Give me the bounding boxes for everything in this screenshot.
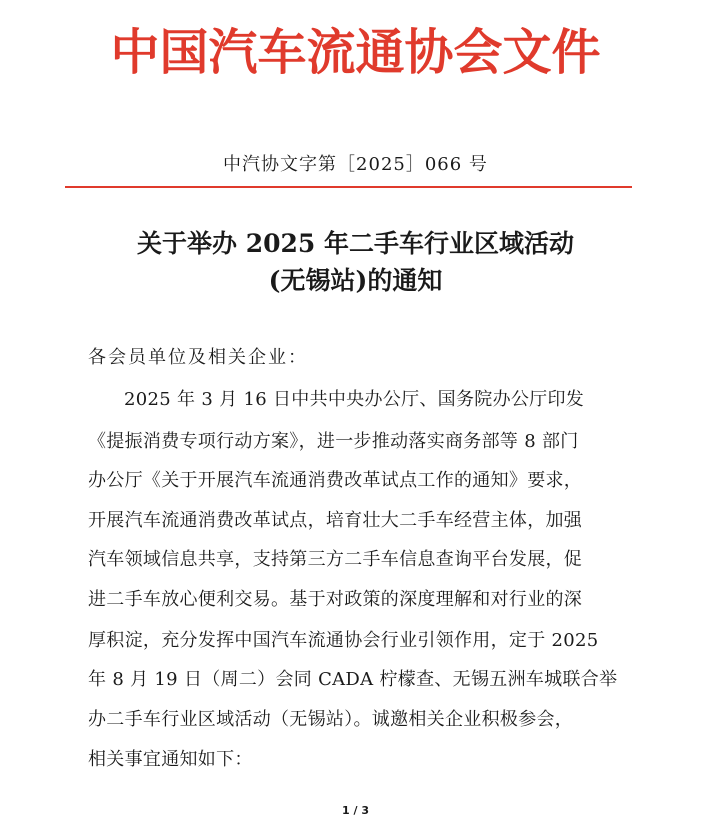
body-line: 相关事宜通知如下： <box>88 749 253 770</box>
body-line: 开展汽车流通消费改革试点，培育壮大二手车经营主体，加强 <box>88 510 583 531</box>
body-line: 2025 年 3 月 16 日中共中央办公厅、国务院办公厅印发 <box>124 389 585 410</box>
page-number: 1 / 3 <box>342 804 369 817</box>
document-title-line-2: (无锡站)的通知 <box>268 266 443 295</box>
body-line: 《提振消费专项行动方案》，进一步推动落实商务部等 8 部门 <box>88 431 579 452</box>
body-line: 厚积淀，充分发挥中国汽车流通协会行业引领作用，定于 2025 <box>88 630 599 651</box>
body-line: 办二手车行业区域活动（无锡站）。诚邀相关企业积极参会， <box>88 709 574 730</box>
red-divider <box>65 186 632 188</box>
document-title-line-1: 关于举办 2025 年二手车行业区域活动 <box>137 229 574 258</box>
body-line: 年 8 月 19 日（周二）会同 CADA 柠檬查、无锡五洲车城联合举 <box>88 669 618 690</box>
body-line: 汽车领域信息共享，支持第三方二手车信息查询平台发展，促 <box>88 549 583 570</box>
document-header-title: 中国汽车流通协会文件 <box>110 23 601 81</box>
body-line: 进二手车放心便利交易。基于对政策的深度理解和对行业的深 <box>88 589 583 610</box>
body-line: 办公厅《关于开展汽车流通消费改革试点工作的通知》要求， <box>88 470 583 491</box>
salutation: 各会员单位及相关企业： <box>88 347 308 368</box>
document-number: 中汽协文字第［2025］066 号 <box>223 154 488 175</box>
